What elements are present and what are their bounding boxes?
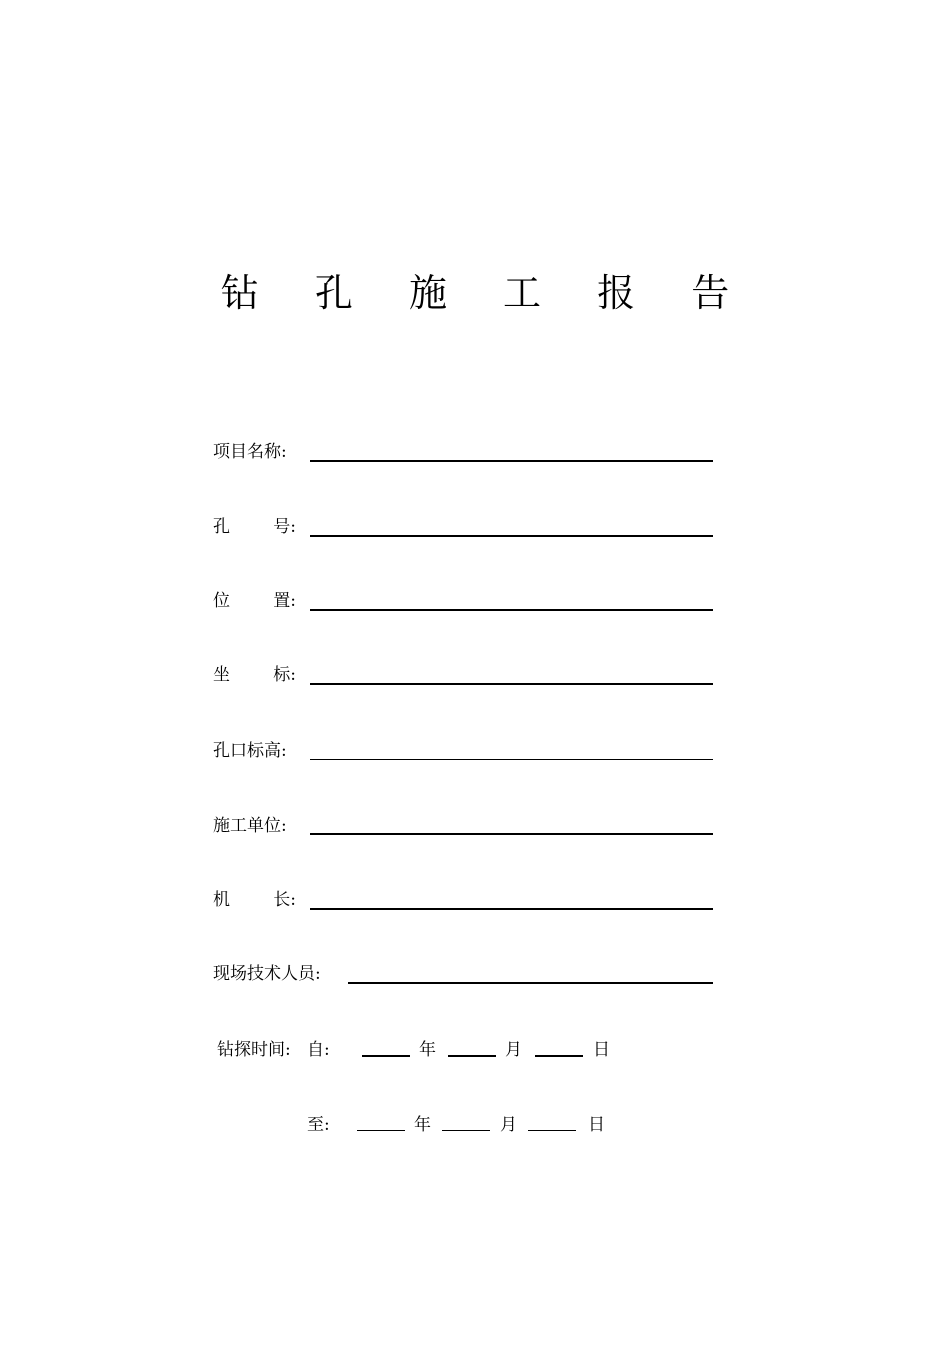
construction-unit-row [213,811,713,841]
site-technician-row [213,959,713,989]
project-name-label: 项目名称: [213,442,287,462]
project-name-row [213,437,713,467]
location-label: 位 置: [213,591,296,611]
location-field[interactable] [310,609,713,611]
collar-elevation-row [213,736,713,766]
site-technician-field[interactable] [348,982,713,984]
site-technician-label: 现场技术人员: [213,964,321,984]
collar-elevation-field[interactable] [310,759,713,760]
hole-number-label: 孔 号: [213,517,296,537]
coordinates-row [213,660,713,690]
rig-captain-label: 机 长: [213,890,296,910]
start-month-label: 月 [505,1040,522,1060]
start-month-field[interactable] [448,1055,496,1057]
project-name-field[interactable] [310,460,713,462]
hole-number-field[interactable] [310,535,713,537]
drilling-to-label: 至: [307,1115,330,1135]
drilling-start-row [217,1035,637,1065]
end-day-label: 日 [588,1115,605,1135]
drilling-end-row [307,1110,627,1140]
coordinates-field[interactable] [310,683,713,685]
drilling-from-label: 自: [307,1040,330,1060]
end-day-field[interactable] [528,1130,576,1131]
start-year-label: 年 [419,1040,436,1060]
drilling-time-label: 钻探时间: [217,1040,291,1060]
end-year-label: 年 [414,1115,431,1135]
end-month-field[interactable] [442,1130,490,1131]
construction-unit-field[interactable] [310,833,713,835]
collar-elevation-label: 孔口标高: [213,741,287,761]
coordinates-label: 坐 标: [213,665,296,685]
end-month-label: 月 [500,1115,517,1135]
hole-number-row [213,512,713,542]
start-day-field[interactable] [535,1055,583,1057]
construction-unit-label: 施工单位: [213,816,287,836]
location-row [213,586,713,616]
rig-captain-field[interactable] [310,908,713,910]
page-title: 钻 孔 施 工 报 告 [220,271,752,315]
end-year-field[interactable] [357,1130,405,1131]
start-year-field[interactable] [362,1055,410,1057]
rig-captain-row [213,885,713,915]
start-day-label: 日 [593,1040,610,1060]
